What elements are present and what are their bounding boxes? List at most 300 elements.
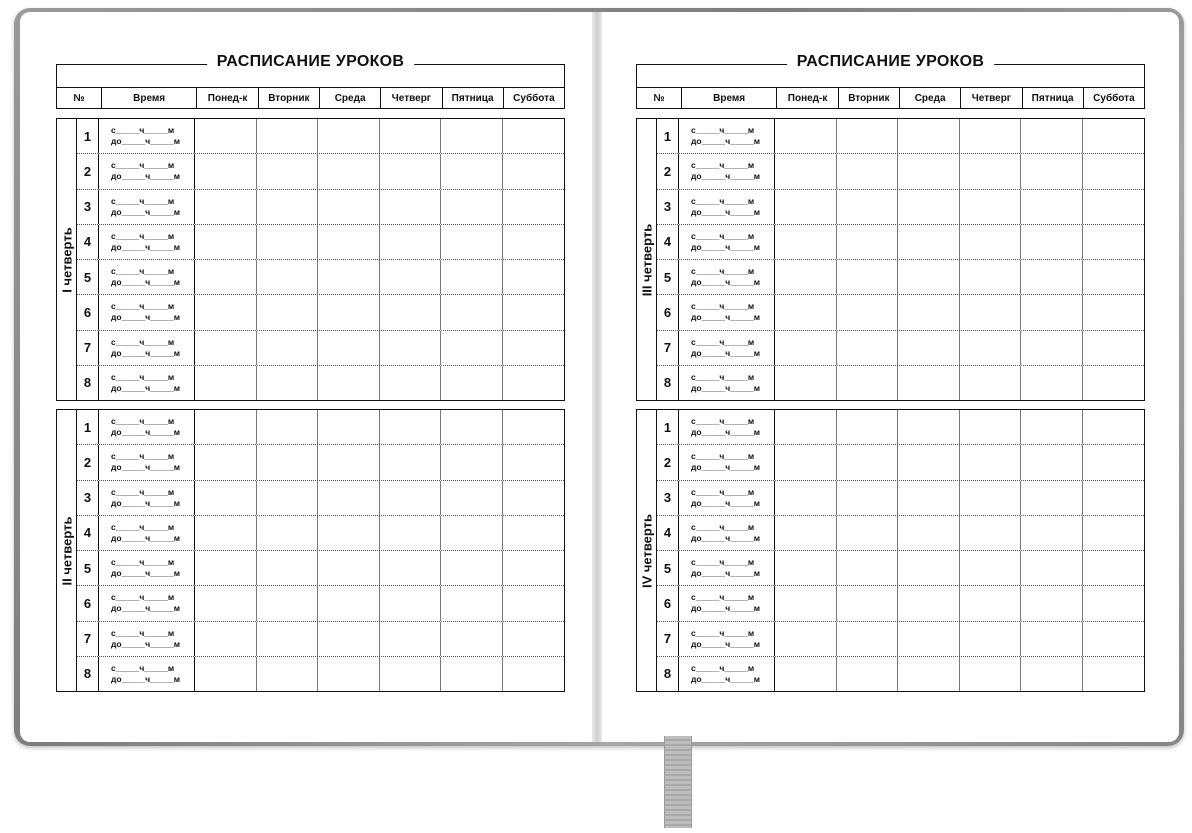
- lesson-cell[interactable]: [1083, 190, 1145, 224]
- lesson-number: 1: [77, 410, 99, 444]
- lesson-cell[interactable]: [837, 481, 899, 515]
- lesson-number: 8: [657, 366, 679, 400]
- time-to-line: до_____ч_____м: [691, 673, 761, 684]
- lesson-cell[interactable]: [503, 331, 565, 365]
- lesson-cell[interactable]: [837, 586, 899, 620]
- lesson-cell[interactable]: [960, 586, 1022, 620]
- lesson-time-field[interactable]: [99, 551, 195, 585]
- lesson-cell[interactable]: [960, 481, 1022, 515]
- lesson-cell[interactable]: [318, 481, 380, 515]
- lesson-cell[interactable]: [441, 154, 503, 188]
- lesson-cell[interactable]: [1083, 622, 1145, 656]
- lesson-cell[interactable]: [195, 657, 257, 691]
- lesson-cell[interactable]: [380, 445, 442, 479]
- lesson-cell[interactable]: [775, 481, 837, 515]
- lesson-cell[interactable]: [1021, 190, 1083, 224]
- lesson-cell[interactable]: [960, 295, 1022, 329]
- lesson-cell[interactable]: [380, 366, 442, 400]
- lesson-cell[interactable]: [380, 190, 442, 224]
- lesson-cell[interactable]: [195, 551, 257, 585]
- lesson-cell[interactable]: [195, 295, 257, 329]
- lesson-cell[interactable]: [257, 657, 319, 691]
- lesson-cell[interactable]: [257, 225, 319, 259]
- time-from-line: с_____ч_____м: [691, 451, 755, 462]
- lesson-cell[interactable]: [960, 190, 1022, 224]
- lesson-row: [77, 551, 564, 586]
- bookmark-ribbon[interactable]: [664, 736, 692, 828]
- time-to-line: до_____ч_____м: [691, 568, 761, 579]
- lesson-cell[interactable]: [195, 366, 257, 400]
- lesson-cell[interactable]: [318, 331, 380, 365]
- lesson-cell[interactable]: [898, 154, 960, 188]
- lesson-cell[interactable]: [257, 551, 319, 585]
- lesson-cell[interactable]: [380, 225, 442, 259]
- lesson-cell[interactable]: [1021, 657, 1083, 691]
- lesson-row: [657, 586, 1144, 621]
- lesson-cell[interactable]: [1021, 586, 1083, 620]
- lesson-time-field[interactable]: [99, 481, 195, 515]
- time-to-line: до_____ч_____м: [111, 638, 181, 649]
- lesson-cell[interactable]: [503, 410, 565, 444]
- lesson-cell[interactable]: [1083, 119, 1145, 153]
- lesson-number: 7: [77, 331, 99, 365]
- lesson-cell[interactable]: [503, 225, 565, 259]
- lesson-cell[interactable]: [1083, 331, 1145, 365]
- lesson-cell[interactable]: [837, 295, 899, 329]
- lesson-cell[interactable]: [318, 225, 380, 259]
- lesson-cell[interactable]: [257, 260, 319, 294]
- lesson-cell[interactable]: [441, 657, 503, 691]
- lesson-cell[interactable]: [380, 295, 442, 329]
- lesson-cell[interactable]: [380, 622, 442, 656]
- lesson-cell[interactable]: [441, 445, 503, 479]
- lesson-time-field[interactable]: [679, 154, 775, 188]
- lesson-cell[interactable]: [380, 154, 442, 188]
- lesson-cell[interactable]: [898, 225, 960, 259]
- lesson-cell[interactable]: [960, 119, 1022, 153]
- lesson-cell[interactable]: [837, 190, 899, 224]
- lesson-cell[interactable]: [257, 622, 319, 656]
- lesson-time-field[interactable]: [679, 410, 775, 444]
- lesson-cell[interactable]: [441, 260, 503, 294]
- lesson-cell[interactable]: [380, 551, 442, 585]
- time-from-line: с_____ч_____м: [111, 662, 175, 673]
- quarter-label-text: IV четверть: [639, 513, 654, 588]
- lesson-number: 4: [77, 225, 99, 259]
- time-to-line: до_____ч_____м: [111, 497, 181, 508]
- lesson-cell[interactable]: [441, 410, 503, 444]
- lesson-cell[interactable]: [318, 295, 380, 329]
- lesson-cell[interactable]: [318, 516, 380, 550]
- lesson-time-field[interactable]: [99, 260, 195, 294]
- lesson-cell[interactable]: [1021, 445, 1083, 479]
- lesson-cell[interactable]: [318, 260, 380, 294]
- lesson-cell[interactable]: [195, 481, 257, 515]
- time-to-line: до_____ч_____м: [111, 603, 181, 614]
- lesson-cell[interactable]: [195, 410, 257, 444]
- time-to-line: до_____ч_____м: [691, 382, 761, 393]
- lesson-cell[interactable]: [898, 586, 960, 620]
- lesson-number: 5: [657, 260, 679, 294]
- lesson-cell[interactable]: [1083, 154, 1145, 188]
- lesson-cell[interactable]: [775, 622, 837, 656]
- lesson-cell[interactable]: [441, 622, 503, 656]
- lesson-cell[interactable]: [775, 516, 837, 550]
- time-from-line: с_____ч_____м: [111, 195, 175, 206]
- time-to-line: до_____ч_____м: [111, 673, 181, 684]
- lesson-cell[interactable]: [960, 154, 1022, 188]
- lesson-cell[interactable]: [195, 331, 257, 365]
- lesson-cell[interactable]: [257, 331, 319, 365]
- lesson-cell[interactable]: [195, 260, 257, 294]
- lesson-cell[interactable]: [1083, 295, 1145, 329]
- lesson-cell[interactable]: [775, 119, 837, 153]
- lesson-cell[interactable]: [1021, 154, 1083, 188]
- lesson-time-field[interactable]: [679, 586, 775, 620]
- time-to-line: до_____ч_____м: [691, 171, 761, 182]
- lesson-cell[interactable]: [503, 260, 565, 294]
- lesson-cell[interactable]: [380, 657, 442, 691]
- lesson-cell[interactable]: [775, 331, 837, 365]
- lesson-cell[interactable]: [380, 331, 442, 365]
- lesson-time-field[interactable]: [679, 225, 775, 259]
- lesson-cell[interactable]: [503, 154, 565, 188]
- lesson-cell[interactable]: [898, 657, 960, 691]
- lesson-number: 2: [77, 445, 99, 479]
- lesson-cell[interactable]: [1021, 295, 1083, 329]
- lesson-cell[interactable]: [1021, 516, 1083, 550]
- lesson-cell[interactable]: [837, 622, 899, 656]
- lesson-cell[interactable]: [837, 410, 899, 444]
- header-day-thu: Четверг: [380, 88, 441, 108]
- time-to-line: до_____ч_____м: [111, 347, 181, 358]
- lesson-cell[interactable]: [380, 260, 442, 294]
- lesson-row: [77, 260, 564, 295]
- lesson-cell[interactable]: [318, 190, 380, 224]
- lesson-cell[interactable]: [1083, 445, 1145, 479]
- lesson-cell[interactable]: [380, 119, 442, 153]
- lesson-time-field[interactable]: [679, 119, 775, 153]
- lesson-cell[interactable]: [318, 154, 380, 188]
- lesson-row: [657, 445, 1144, 480]
- lesson-row: [657, 331, 1144, 366]
- lesson-cell[interactable]: [775, 657, 837, 691]
- lesson-cell[interactable]: [837, 154, 899, 188]
- lesson-number: 2: [657, 445, 679, 479]
- lesson-cell[interactable]: [257, 445, 319, 479]
- lesson-cell[interactable]: [1083, 657, 1145, 691]
- lesson-cell[interactable]: [960, 516, 1022, 550]
- lesson-cell[interactable]: [318, 410, 380, 444]
- lesson-cell[interactable]: [318, 445, 380, 479]
- lesson-row: [77, 366, 564, 400]
- lesson-row: [77, 154, 564, 189]
- lesson-cell[interactable]: [1083, 260, 1145, 294]
- lesson-cell[interactable]: [503, 516, 565, 550]
- lesson-time-field[interactable]: [679, 445, 775, 479]
- lesson-time-field[interactable]: [99, 154, 195, 188]
- lesson-cell[interactable]: [441, 331, 503, 365]
- lesson-cell[interactable]: [195, 586, 257, 620]
- lesson-cell[interactable]: [318, 366, 380, 400]
- schedule-title-frame: [636, 53, 1145, 87]
- lesson-cell[interactable]: [775, 586, 837, 620]
- time-from-line: с_____ч_____м: [111, 451, 175, 462]
- lesson-row: [77, 119, 564, 154]
- lesson-time-field[interactable]: [679, 366, 775, 400]
- lesson-cell[interactable]: [775, 445, 837, 479]
- lesson-cell[interactable]: [1021, 551, 1083, 585]
- lesson-cell[interactable]: [775, 260, 837, 294]
- lesson-cell[interactable]: [318, 551, 380, 585]
- lesson-cell[interactable]: [441, 295, 503, 329]
- lesson-cell[interactable]: [257, 586, 319, 620]
- lesson-cell[interactable]: [195, 516, 257, 550]
- lesson-cell[interactable]: [960, 622, 1022, 656]
- lesson-cell[interactable]: [837, 225, 899, 259]
- lesson-number: 1: [77, 119, 99, 153]
- lesson-cell[interactable]: [837, 657, 899, 691]
- time-to-line: до_____ч_____м: [691, 136, 761, 147]
- lesson-cell[interactable]: [1021, 410, 1083, 444]
- lesson-cell[interactable]: [503, 481, 565, 515]
- lesson-cell[interactable]: [257, 154, 319, 188]
- lesson-row: [657, 225, 1144, 260]
- time-from-line: с_____ч_____м: [691, 592, 755, 603]
- lesson-cell[interactable]: [503, 586, 565, 620]
- quarter-rows: [657, 119, 1144, 400]
- lesson-cell[interactable]: [1021, 119, 1083, 153]
- lesson-row: [657, 190, 1144, 225]
- lesson-cell[interactable]: [257, 366, 319, 400]
- time-to-line: до_____ч_____м: [691, 497, 761, 508]
- lesson-cell[interactable]: [503, 366, 565, 400]
- lesson-cell[interactable]: [960, 445, 1022, 479]
- time-to-line: до_____ч_____м: [111, 171, 181, 182]
- lesson-time-field[interactable]: [99, 331, 195, 365]
- lesson-cell[interactable]: [837, 516, 899, 550]
- lesson-cell[interactable]: [775, 154, 837, 188]
- lesson-cell[interactable]: [1021, 366, 1083, 400]
- lesson-cell[interactable]: [1021, 481, 1083, 515]
- lesson-cell[interactable]: [960, 331, 1022, 365]
- lesson-cell[interactable]: [441, 190, 503, 224]
- lesson-cell[interactable]: [1083, 410, 1145, 444]
- lesson-time-field[interactable]: [679, 260, 775, 294]
- lesson-cell[interactable]: [960, 366, 1022, 400]
- lesson-cell[interactable]: [960, 551, 1022, 585]
- lesson-cell[interactable]: [441, 481, 503, 515]
- lesson-cell[interactable]: [257, 481, 319, 515]
- lesson-cell[interactable]: [195, 622, 257, 656]
- quarter-rows: [77, 119, 564, 400]
- header-day-thu: Четверг: [960, 88, 1021, 108]
- lesson-time-field[interactable]: [679, 190, 775, 224]
- lesson-time-field[interactable]: [99, 119, 195, 153]
- lesson-cell[interactable]: [775, 225, 837, 259]
- lesson-cell[interactable]: [898, 260, 960, 294]
- quarter-label: [57, 410, 77, 691]
- lesson-time-field[interactable]: [679, 516, 775, 550]
- schedule-header: [56, 87, 565, 109]
- lesson-cell[interactable]: [441, 225, 503, 259]
- lesson-cell[interactable]: [441, 119, 503, 153]
- lesson-time-field[interactable]: [679, 331, 775, 365]
- header-day-wed: Среда: [319, 88, 380, 108]
- lesson-cell[interactable]: [1083, 366, 1145, 400]
- lesson-row: [657, 295, 1144, 330]
- lesson-cell[interactable]: [318, 119, 380, 153]
- lesson-time-field[interactable]: [99, 622, 195, 656]
- lesson-cell[interactable]: [775, 410, 837, 444]
- lesson-number: 4: [77, 516, 99, 550]
- lesson-cell[interactable]: [898, 481, 960, 515]
- lesson-cell[interactable]: [960, 657, 1022, 691]
- lesson-time-field[interactable]: [99, 366, 195, 400]
- quarter-label-text: II четверть: [59, 516, 74, 585]
- lesson-cell[interactable]: [775, 295, 837, 329]
- lesson-cell[interactable]: [1021, 225, 1083, 259]
- lesson-cell[interactable]: [441, 366, 503, 400]
- lesson-cell[interactable]: [898, 119, 960, 153]
- lesson-time-field[interactable]: [99, 410, 195, 444]
- header-time: Время: [681, 88, 777, 108]
- lesson-cell[interactable]: [837, 331, 899, 365]
- time-from-line: с_____ч_____м: [691, 521, 755, 532]
- lesson-row: [77, 481, 564, 516]
- lesson-number: 8: [77, 657, 99, 691]
- lesson-cell[interactable]: [257, 410, 319, 444]
- lesson-time-field[interactable]: [99, 657, 195, 691]
- lesson-cell[interactable]: [503, 657, 565, 691]
- lesson-cell[interactable]: [380, 516, 442, 550]
- lesson-cell[interactable]: [1083, 481, 1145, 515]
- lesson-cell[interactable]: [898, 410, 960, 444]
- lesson-number: 4: [657, 225, 679, 259]
- lesson-cell[interactable]: [898, 190, 960, 224]
- lesson-time-field[interactable]: [99, 586, 195, 620]
- lesson-cell[interactable]: [775, 366, 837, 400]
- lesson-cell[interactable]: [503, 551, 565, 585]
- lesson-number: 3: [77, 190, 99, 224]
- lesson-row: [657, 551, 1144, 586]
- lesson-time-field[interactable]: [679, 657, 775, 691]
- time-from-line: с_____ч_____м: [691, 230, 755, 241]
- notebook-spine-gutter: [592, 12, 602, 742]
- time-to-line: до_____ч_____м: [111, 568, 181, 579]
- lesson-cell[interactable]: [837, 366, 899, 400]
- lesson-time-field[interactable]: [99, 225, 195, 259]
- lesson-time-field[interactable]: [99, 516, 195, 550]
- lesson-cell[interactable]: [898, 295, 960, 329]
- lesson-cell[interactable]: [257, 190, 319, 224]
- lesson-cell[interactable]: [960, 225, 1022, 259]
- lesson-time-field[interactable]: [99, 445, 195, 479]
- time-to-line: до_____ч_____м: [111, 312, 181, 323]
- lesson-time-field[interactable]: [679, 481, 775, 515]
- lesson-cell[interactable]: [898, 551, 960, 585]
- lesson-cell[interactable]: [380, 481, 442, 515]
- lesson-cell[interactable]: [775, 190, 837, 224]
- lesson-cell[interactable]: [441, 551, 503, 585]
- lesson-cell[interactable]: [503, 190, 565, 224]
- lesson-cell[interactable]: [1083, 516, 1145, 550]
- lesson-cell[interactable]: [195, 225, 257, 259]
- lesson-cell[interactable]: [1021, 622, 1083, 656]
- lesson-cell[interactable]: [1083, 225, 1145, 259]
- lesson-number: 7: [657, 331, 679, 365]
- lesson-cell[interactable]: [898, 622, 960, 656]
- header-day-wed: Среда: [899, 88, 960, 108]
- lesson-cell[interactable]: [898, 445, 960, 479]
- lesson-time-field[interactable]: [679, 622, 775, 656]
- lesson-cell[interactable]: [195, 445, 257, 479]
- lesson-cell[interactable]: [1083, 551, 1145, 585]
- lesson-cell[interactable]: [1083, 586, 1145, 620]
- lesson-cell[interactable]: [503, 445, 565, 479]
- lesson-cell[interactable]: [380, 410, 442, 444]
- lesson-cell[interactable]: [1021, 260, 1083, 294]
- lesson-number: 1: [657, 410, 679, 444]
- quarter-label: [57, 119, 77, 400]
- lesson-cell[interactable]: [195, 190, 257, 224]
- header-day-sat: Суббота: [503, 88, 564, 108]
- lesson-cell[interactable]: [441, 516, 503, 550]
- lesson-cell[interactable]: [1021, 331, 1083, 365]
- lesson-cell[interactable]: [960, 410, 1022, 444]
- lesson-cell[interactable]: [318, 657, 380, 691]
- lesson-cell[interactable]: [257, 516, 319, 550]
- time-from-line: с_____ч_____м: [111, 336, 175, 347]
- time-from-line: с_____ч_____м: [111, 301, 175, 312]
- lesson-cell[interactable]: [503, 295, 565, 329]
- lesson-cell[interactable]: [837, 551, 899, 585]
- header-num: №: [73, 92, 85, 104]
- lesson-time-field[interactable]: [99, 190, 195, 224]
- lesson-cell[interactable]: [898, 516, 960, 550]
- lesson-number: 5: [77, 551, 99, 585]
- lesson-cell[interactable]: [257, 295, 319, 329]
- lesson-cell[interactable]: [837, 445, 899, 479]
- lesson-cell[interactable]: [960, 260, 1022, 294]
- lesson-cell[interactable]: [195, 154, 257, 188]
- lesson-row: [77, 657, 564, 691]
- lesson-cell[interactable]: [837, 119, 899, 153]
- lesson-cell[interactable]: [318, 622, 380, 656]
- lesson-cell[interactable]: [318, 586, 380, 620]
- lesson-time-field[interactable]: [679, 295, 775, 329]
- lesson-cell[interactable]: [898, 331, 960, 365]
- lesson-number: 2: [77, 154, 99, 188]
- time-from-line: с_____ч_____м: [111, 521, 175, 532]
- lesson-time-field[interactable]: [679, 551, 775, 585]
- lesson-cell[interactable]: [503, 622, 565, 656]
- lesson-cell[interactable]: [257, 119, 319, 153]
- lesson-cell[interactable]: [195, 119, 257, 153]
- time-from-line: с_____ч_____м: [691, 266, 755, 277]
- lesson-cell[interactable]: [441, 586, 503, 620]
- lesson-cell[interactable]: [503, 119, 565, 153]
- lesson-cell[interactable]: [380, 586, 442, 620]
- lesson-number: 6: [657, 295, 679, 329]
- lesson-cell[interactable]: [837, 260, 899, 294]
- time-from-line: с_____ч_____м: [111, 125, 175, 136]
- time-to-line: до_____ч_____м: [111, 382, 181, 393]
- lesson-cell[interactable]: [898, 366, 960, 400]
- lesson-number: 6: [77, 586, 99, 620]
- lesson-cell[interactable]: [775, 551, 837, 585]
- lesson-time-field[interactable]: [99, 295, 195, 329]
